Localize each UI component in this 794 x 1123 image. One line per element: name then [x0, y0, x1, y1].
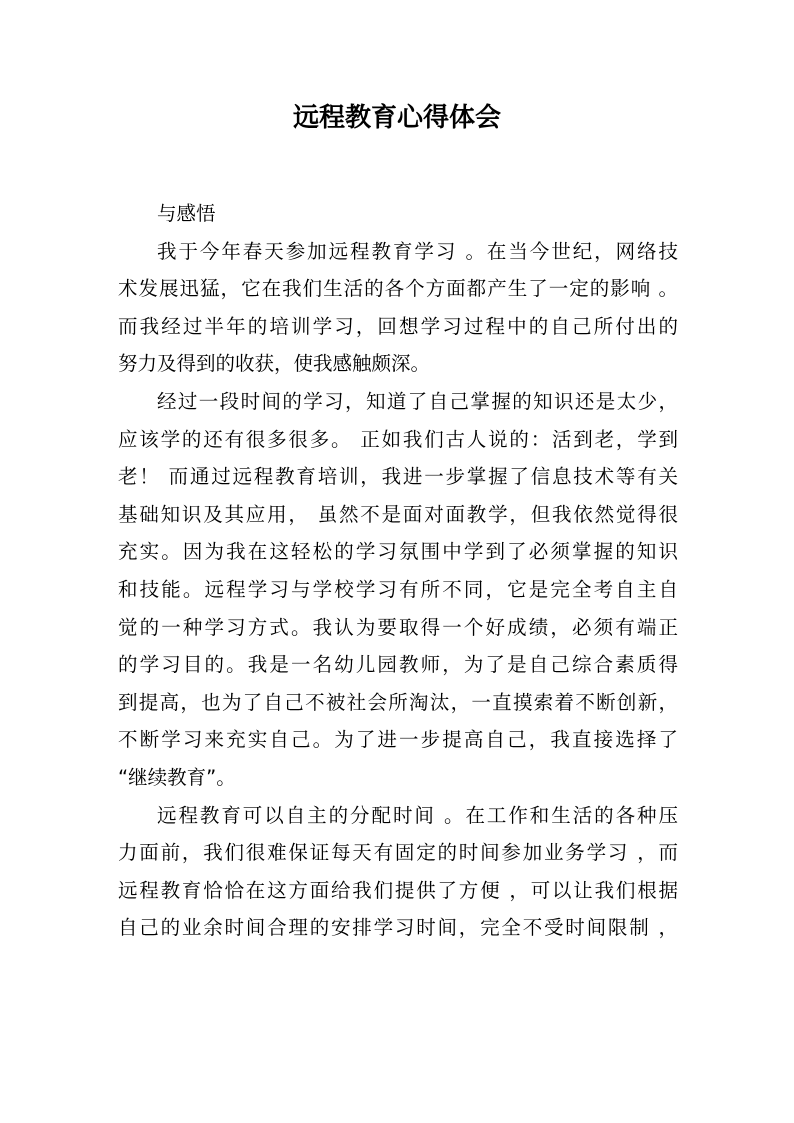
text-line: 力面前，我们很难保证每天有固定的时间参加业务学习 ，而 — [118, 841, 678, 865]
text-line: 远程教育可以自主的分配时间 。在工作和生活的各种压 — [157, 803, 678, 827]
document-body — [118, 195, 678, 947]
text-line: 充实。因为我在这轻松的学习氛围中学到了必须掌握的知识 — [118, 540, 678, 564]
paragraph-4 — [118, 797, 678, 947]
paragraph-1 — [118, 195, 678, 233]
text-line: 与感悟 — [157, 202, 216, 225]
paragraph-3 — [118, 383, 678, 797]
text-line: 术发展迅猛，它在我们生活的各个方面都产生了一定的影响 。 — [118, 277, 678, 301]
text-line: 基础知识及其应用， 虽然不是面对面教学，但我依然觉得很 — [118, 502, 678, 526]
text-line: “继续教育”。 — [118, 765, 236, 789]
text-line: 远程教育恰恰在这方面给我们提供了方便 ，可以让我们根据 — [118, 878, 678, 902]
text-line: 努力及得到的收获，使我感触颇深。 — [118, 352, 431, 376]
text-line: 老！ 而通过远程教育培训，我进一步掌握了信息技术等有关 — [118, 465, 678, 489]
text-line: 和技能。远程学习与学校学习有所不同，它是完全考自主自 — [118, 577, 678, 601]
text-line: 觉的一种学习方式。我认为要取得一个好成绩，必须有端正 — [118, 615, 678, 639]
text-line: 应该学的还有很多很多。 正如我们古人说的：活到老，学到 — [118, 427, 678, 451]
text-line: 而我经过半年的培训学习，回想学习过程中的自己所付出的 — [118, 314, 678, 338]
text-line: 不断学习来充实自己。为了进一步提高自己，我直接选择了 — [118, 728, 678, 752]
paragraph-2 — [118, 233, 678, 383]
document-title: 远程教育心得体会 — [292, 103, 501, 133]
text-line: 到提高，也为了自己不被社会所淘汰，一直摸索着不断创新， — [118, 690, 678, 714]
text-line: 的学习目的。我是一名幼儿园教师，为了是自己综合素质得 — [118, 653, 678, 677]
text-line: 经过一段时间的学习，知道了自己掌握的知识还是太少， — [157, 389, 678, 413]
text-line: 自己的业余时间合理的安排学习时间，完全不受时间限制 ， — [118, 916, 678, 940]
text-line: 我于今年春天参加远程教育学习 。在当今世纪，网络技 — [157, 239, 678, 263]
